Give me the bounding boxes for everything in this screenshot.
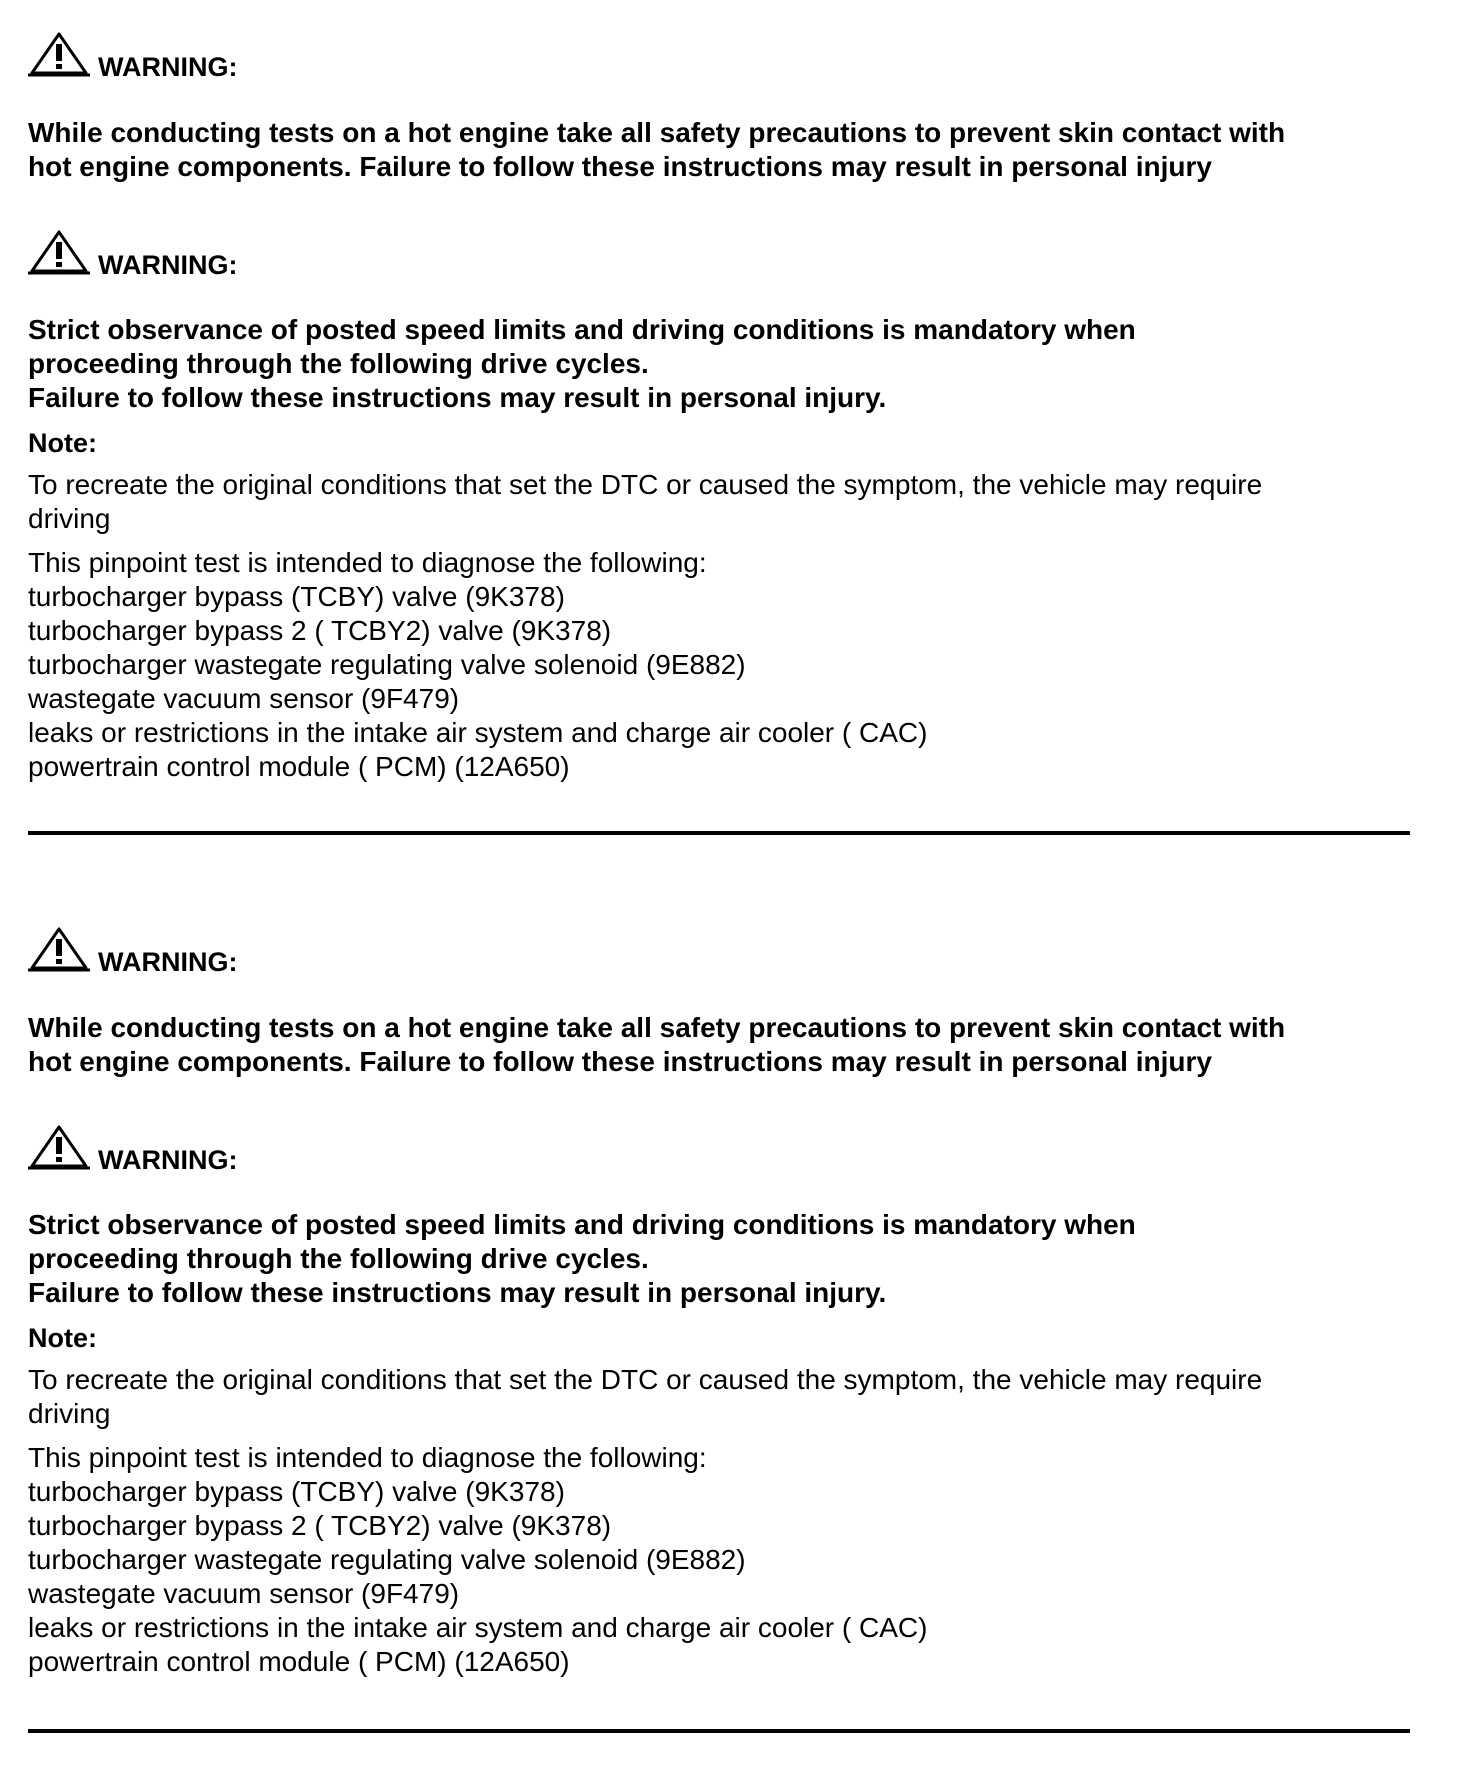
procedure-section-1 [28,0,1408,850]
list-item: turbocharger wastegate regulating valve solenoid (9E882) [28,649,746,680]
warning-triangle-icon [28,1123,90,1173]
note-text-line: To recreate the original conditions that set the DTC or caused the symptom, the vehicle may require [28,1364,1263,1395]
warning-triangle-icon [28,228,90,278]
pinpoint-intro: This pinpoint test is intended to diagnose the following: [28,1442,707,1473]
warning-text-line: While conducting tests on a hot engine take all safety precautions to prevent skin contact with [28,117,1286,148]
list-item: leaks or restrictions in the intake air system and charge air cooler ( CAC) [28,1612,928,1643]
list-item: wastegate vacuum sensor (9F479) [28,1578,460,1609]
warning-text-line: Failure to follow these instructions may result in personal injury. [28,382,887,413]
warning-triangle-icon [28,30,90,80]
warning-text-line: Strict observance of posted speed limits and driving conditions is mandatory when [28,314,1136,345]
list-item: powertrain control module ( PCM) (12A650) [28,1646,570,1677]
warning-label: WARNING: [98,250,238,280]
pinpoint-test-list [28,546,927,784]
warning-text-line: While conducting tests on a hot engine take all safety precautions to prevent skin contact with [28,1012,1286,1043]
pinpoint-test-list [28,1441,927,1679]
list-item: turbocharger bypass (TCBY) valve (9K378) [28,581,565,612]
list-item: turbocharger bypass 2 ( TCBY2) valve (9K378) [28,1510,612,1541]
note-text-line: driving [28,503,111,534]
warning-text [28,116,1285,184]
warning-text-line: Failure to follow these instructions may result in personal injury. [28,1277,887,1308]
warning-heading [28,30,428,80]
warning-text-line: proceeding through the following drive cycles. [28,1243,649,1274]
warning-text-line: hot engine components. Failure to follow these instructions may result in personal injury [28,151,1212,182]
list-item: turbocharger bypass (TCBY) valve (9K378) [28,1476,565,1507]
warning-heading [28,925,428,975]
warning-text-line: proceeding through the following drive cycles. [28,348,649,379]
warning-text-line: Strict observance of posted speed limits and driving conditions is mandatory when [28,1209,1136,1240]
warning-triangle-icon [28,925,90,975]
list-item: powertrain control module ( PCM) (12A650) [28,751,570,782]
procedure-section-2 [28,895,1408,1765]
warning-label: WARNING: [98,52,238,82]
list-item: turbocharger wastegate regulating valve solenoid (9E882) [28,1544,746,1575]
pinpoint-intro: This pinpoint test is intended to diagnose the following: [28,547,707,578]
note-text-line: driving [28,1398,111,1429]
warning-heading [28,1123,428,1173]
note-text-line: To recreate the original conditions that set the DTC or caused the symptom, the vehicle may require [28,469,1263,500]
list-item: turbocharger bypass 2 ( TCBY2) valve (9K378) [28,615,612,646]
warning-text-line: hot engine components. Failure to follow these instructions may result in personal injury [28,1046,1212,1077]
note-label: Note: [28,428,97,458]
note-text [28,468,1262,536]
warning-text [28,1011,1285,1079]
note-label: Note: [28,1323,97,1353]
warning-heading [28,228,428,278]
note-text [28,1363,1262,1431]
warning-label: WARNING: [98,1145,238,1175]
list-item: leaks or restrictions in the intake air system and charge air cooler ( CAC) [28,717,928,748]
warning-text [28,313,1136,415]
list-item: wastegate vacuum sensor (9F479) [28,683,460,714]
warning-label: WARNING: [98,947,238,977]
section-divider [28,831,1410,835]
warning-text [28,1208,1136,1310]
section-divider [28,1729,1410,1733]
